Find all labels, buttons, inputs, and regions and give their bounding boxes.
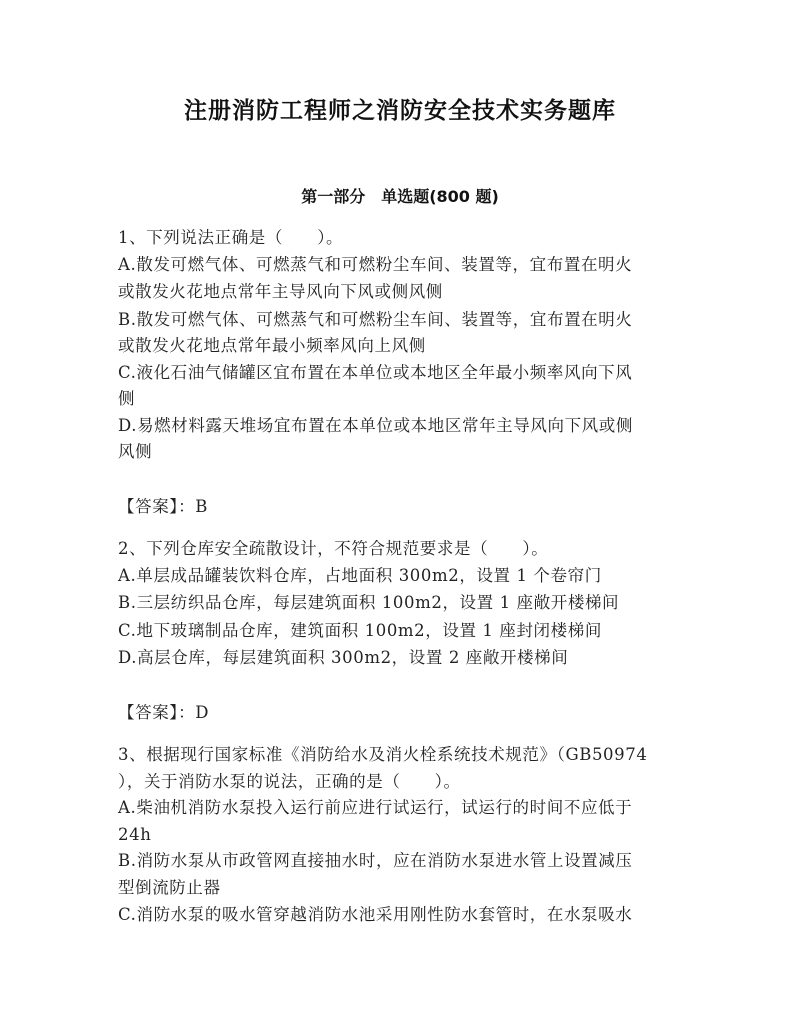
section-header: 第一部分 单选题(800 题) <box>301 187 499 206</box>
question-2-option-d: D.高层仓库，每层建筑面积 300m2，设置 2 座敞开楼梯间 <box>118 648 569 667</box>
question-1-option-d: D.易燃材料露天堆场宜布置在本单位或本地区常年主导风向下风或侧 <box>118 416 633 435</box>
question-1-answer: 【答案】：B <box>118 497 208 516</box>
question-1-option-a-cont: 或散发火花地点常年主导风向下风或侧风侧 <box>118 282 443 301</box>
question-3-option-b-cont: 型倒流防止器 <box>118 878 221 897</box>
question-2-stem: 2、下列仓库安全疏散设计，不符合规范要求是（ ）。 <box>118 539 549 558</box>
question-3-option-c: C.消防水泵的吸水管穿越消防水池采用刚性防水套管时，在水泵吸水 <box>118 905 633 924</box>
question-2-answer: 【答案】：D <box>118 703 210 722</box>
question-2-option-c: C.地下玻璃制品仓库，建筑面积 100m2，设置 1 座封闭楼梯间 <box>118 621 602 640</box>
question-1-option-d-cont: 风侧 <box>118 442 153 461</box>
question-3-option-a: A.柴油机消防水泵投入运行前应进行试运行，试运行的时间不应低于 <box>118 798 633 817</box>
question-1-option-c-cont: 侧 <box>118 389 136 408</box>
document-title: 注册消防工程师之消防安全技术实务题库 <box>184 98 616 124</box>
question-3-option-b: B.消防水泵从市政管网直接抽水时，应在消防水泵进水管上设置减压 <box>118 851 633 870</box>
question-2-option-b: B.三层纺织品仓库，每层建筑面积 100m2，设置 1 座敞开楼梯间 <box>118 593 620 612</box>
question-1-option-b: B.散发可燃气体、可燃蒸气和可燃粉尘车间、装置等，宜布置在明火 <box>118 310 633 329</box>
question-3-option-a-cont: 24h <box>118 825 152 844</box>
question-1-option-c: C.液化石油气储罐区宜布置在本单位或本地区全年最小频率风向下风 <box>118 363 633 382</box>
question-1-option-a: A.散发可燃气体、可燃蒸气和可燃粉尘车间、装置等，宜布置在明火 <box>118 255 633 274</box>
question-3-stem-cont: ），关于消防水泵的说法，正确的是（ ）。 <box>118 772 461 791</box>
question-2-option-a: A.单层成品罐装饮料仓库，占地面积 300m2，设置 1 个卷帘门 <box>118 566 602 585</box>
question-3-stem: 3、根据现行国家标准《消防给水及消火栓系统技术规范》（GB50974 <box>118 745 648 764</box>
question-1-option-b-cont: 或散发火花地点常年最小频率风向上风侧 <box>118 336 426 355</box>
question-1-stem: 1、下列说法正确是（ ）。 <box>118 228 344 247</box>
